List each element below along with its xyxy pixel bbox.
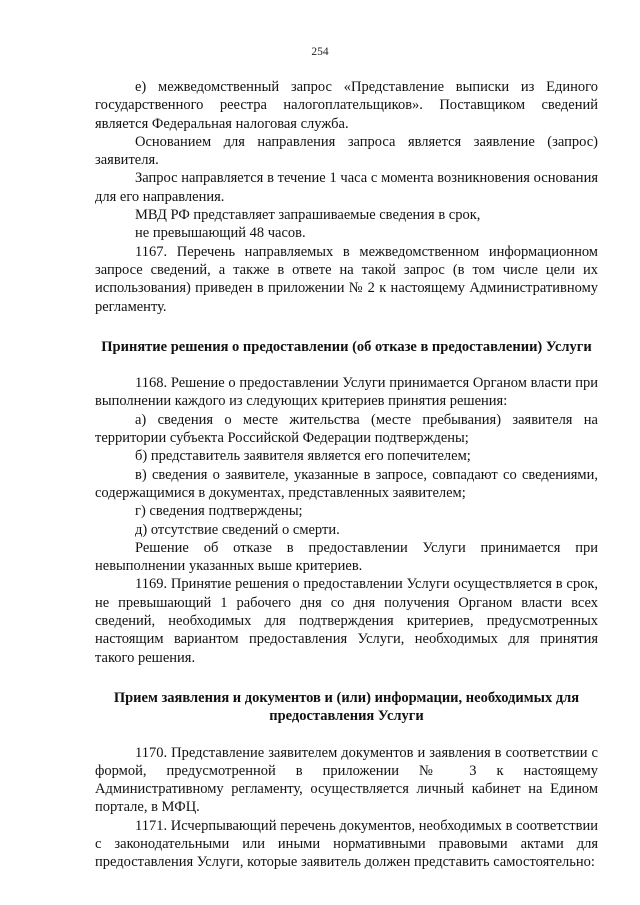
page-number: 254 [311, 46, 329, 58]
document-body [95, 78, 598, 872]
paragraph: 1169. Принятие решения о предоставлении Услуги осуществляется в срок, не превышающий 1 рабочего дня со дня получения Органом власти всех сведений, необходимых для подтверждения критериев, предусмотренных настоящим вариантом предоставления Услуги, необходимых для принятия такого решения. [95, 576, 598, 666]
paragraph: г) сведения подтверждены; [135, 503, 303, 520]
paragraph: Основанием для направления запроса является заявление (запрос) заявителя. [95, 133, 598, 169]
paragraph: 1170. Представление заявителем документов и заявления в соответствии с формой, предусмотренной в приложении № 3 к настоящему Административному регламенту, осуществляется личный кабинет на Едином портале, в МФЦ. [95, 744, 598, 816]
paragraph: е) межведомственный запрос «Представление выписки из Единого государственного реестра налогоплательщиков». Поставщиком сведений является Федеральная налоговая служба. [95, 79, 598, 132]
paragraph: Решение об отказе в предоставлении Услуги принимается при невыполнении указанных выше критериев. [95, 539, 598, 575]
paragraph: 1171. Исчерпывающий перечень документов, необходимых в соответствии с законодательными или иными нормативными правовыми актами для предоставления Услуги, которые заявитель должен представить самостоятельно: [95, 817, 598, 871]
paragraph: не превышающий 48 часов. [135, 225, 306, 242]
paragraph: 1167. Перечень направляемых в межведомственном информационном запросе сведений, а также в ответе на такой запрос (в том числе цели их использования) приведен в приложении № 2 к настоящему Административному регламенту. [95, 243, 598, 315]
paragraph: а) сведения о месте жительства (месте пребывания) заявителя на территории субъекта Российской Федерации подтверждены; [95, 411, 598, 447]
paragraph: д) отсутствие сведений о смерти. [135, 521, 340, 538]
paragraph: 1168. Решение о предоставлении Услуги принимается Органом власти при выполнении каждого из следующих критериев принятия решения: [95, 375, 598, 410]
paragraph: МВД РФ представляет запрашиваемые сведения в срок, [135, 207, 481, 224]
section-heading: Принятие решения о предоставлении (об отказе в предоставлении) Услуги [101, 338, 592, 355]
paragraph: в) сведения о заявителе, указанные в запросе, совпадают со сведениями, содержащимися в документах, представленных заявителем; [95, 466, 598, 501]
paragraph: Запрос направляется в течение 1 часа с момента возникновения основания для его направления. [95, 170, 598, 205]
paragraph: б) представитель заявителя является его попечителем; [135, 448, 471, 465]
section-heading: Прием заявления и документов и (или) информации, необходимых для предоставления Услуги [113, 689, 580, 725]
